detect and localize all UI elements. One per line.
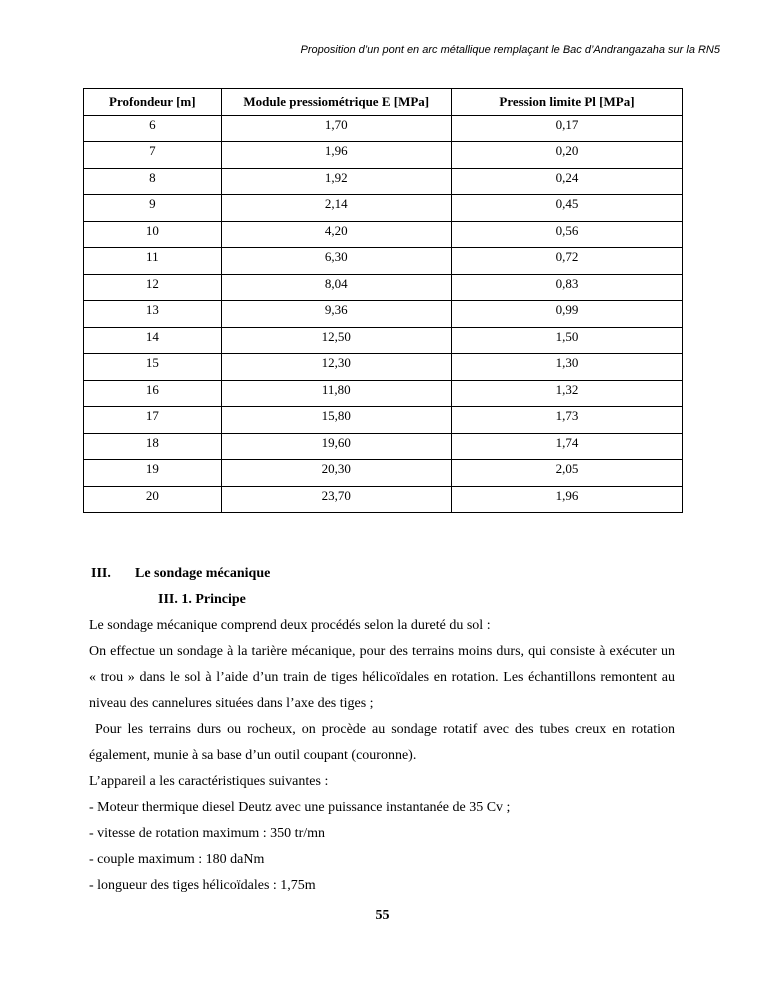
cell-depth: 6 <box>84 115 222 142</box>
cell-limit-pressure: 0,45 <box>451 195 682 222</box>
table-row <box>84 168 683 195</box>
subsection-heading: III. 1. Principe <box>158 592 246 607</box>
cell-depth: 17 <box>84 407 222 434</box>
cell-limit-pressure: 0,72 <box>451 248 682 275</box>
cell-modulus: 2,14 <box>221 195 451 222</box>
table-row <box>84 301 683 328</box>
table-row <box>84 142 683 169</box>
cell-limit-pressure: 2,05 <box>451 460 682 487</box>
cell-modulus: 23,70 <box>221 486 451 513</box>
cell-limit-pressure: 1,32 <box>451 380 682 407</box>
section-heading <box>91 561 270 587</box>
cell-modulus: 20,30 <box>221 460 451 487</box>
cell-depth: 10 <box>84 221 222 248</box>
cell-limit-pressure: 0,24 <box>451 168 682 195</box>
cell-depth: 15 <box>84 354 222 381</box>
cell-modulus: 4,20 <box>221 221 451 248</box>
cell-limit-pressure: 1,30 <box>451 354 682 381</box>
table-row <box>84 248 683 275</box>
body-text <box>89 613 679 899</box>
cell-modulus: 1,70 <box>221 115 451 142</box>
running-header: Proposition d’un pont en arc métallique remplaçant le Bac d’Andrangazaha sur la RN5 <box>300 44 720 56</box>
cell-depth: 14 <box>84 327 222 354</box>
table-row <box>84 460 683 487</box>
cell-modulus: 12,50 <box>221 327 451 354</box>
column-header-modulus: Module pressiométrique E [MPa] <box>221 89 451 116</box>
cell-depth: 19 <box>84 460 222 487</box>
column-header-limit-pressure: Pression limite Pl [MPa] <box>451 89 682 116</box>
table-row <box>84 195 683 222</box>
column-header-depth: Profondeur [m] <box>84 89 222 116</box>
cell-limit-pressure: 0,56 <box>451 221 682 248</box>
paragraph: Pour les terrains durs ou rocheux, on procède au sondage rotatif avec des tubes creux en rotation également, munie à sa base d’un outil coupant (couronne). <box>89 722 679 763</box>
list-item: - longueur des tiges hélicoïdales : 1,75m <box>89 878 316 893</box>
paragraph: Le sondage mécanique comprend deux procédés selon la dureté du sol : <box>89 618 491 633</box>
cell-limit-pressure: 0,99 <box>451 301 682 328</box>
table-row <box>84 407 683 434</box>
cell-limit-pressure: 1,50 <box>451 327 682 354</box>
table-row <box>84 327 683 354</box>
cell-depth: 9 <box>84 195 222 222</box>
cell-modulus: 6,30 <box>221 248 451 275</box>
list-item: - Moteur thermique diesel Deutz avec une puissance instantanée de 35 Cv ; <box>89 800 511 815</box>
table-row <box>84 433 683 460</box>
paragraph: On effectue un sondage à la tarière mécanique, pour des terrains moins durs, qui consiste à exécuter un « trou » dans le sol à l’aide d’un train de tiges hélicoïdales en rotation. Les échantillons remontent au niveau des cannelures situées dans l’axe des tiges ; <box>89 644 675 711</box>
cell-modulus: 11,80 <box>221 380 451 407</box>
section-number: III. <box>91 566 111 581</box>
table-row <box>84 274 683 301</box>
cell-depth: 13 <box>84 301 222 328</box>
table-row <box>84 354 683 381</box>
cell-modulus: 15,80 <box>221 407 451 434</box>
cell-depth: 12 <box>84 274 222 301</box>
cell-depth: 7 <box>84 142 222 169</box>
pressiometric-table <box>83 88 683 513</box>
cell-limit-pressure: 1,74 <box>451 433 682 460</box>
cell-modulus: 19,60 <box>221 433 451 460</box>
cell-modulus: 1,92 <box>221 168 451 195</box>
cell-modulus: 12,30 <box>221 354 451 381</box>
paragraph: L’appareil a les caractéristiques suivantes : <box>89 774 329 789</box>
cell-modulus: 9,36 <box>221 301 451 328</box>
cell-depth: 20 <box>84 486 222 513</box>
cell-depth: 18 <box>84 433 222 460</box>
table-body <box>84 115 683 513</box>
table-header-row <box>84 89 683 116</box>
cell-limit-pressure: 0,17 <box>451 115 682 142</box>
cell-limit-pressure: 0,20 <box>451 142 682 169</box>
table-row <box>84 221 683 248</box>
table-row <box>84 115 683 142</box>
cell-limit-pressure: 1,73 <box>451 407 682 434</box>
section-title: Le sondage mécanique <box>135 566 271 581</box>
list-item: - vitesse de rotation maximum : 350 tr/mn <box>89 826 326 841</box>
page-number: 55 <box>375 908 390 923</box>
table-row <box>84 380 683 407</box>
cell-depth: 11 <box>84 248 222 275</box>
cell-modulus: 8,04 <box>221 274 451 301</box>
table-row <box>84 486 683 513</box>
list-item: - couple maximum : 180 daNm <box>89 852 265 867</box>
cell-limit-pressure: 0,83 <box>451 274 682 301</box>
cell-modulus: 1,96 <box>221 142 451 169</box>
cell-depth: 8 <box>84 168 222 195</box>
cell-limit-pressure: 1,96 <box>451 486 682 513</box>
cell-depth: 16 <box>84 380 222 407</box>
